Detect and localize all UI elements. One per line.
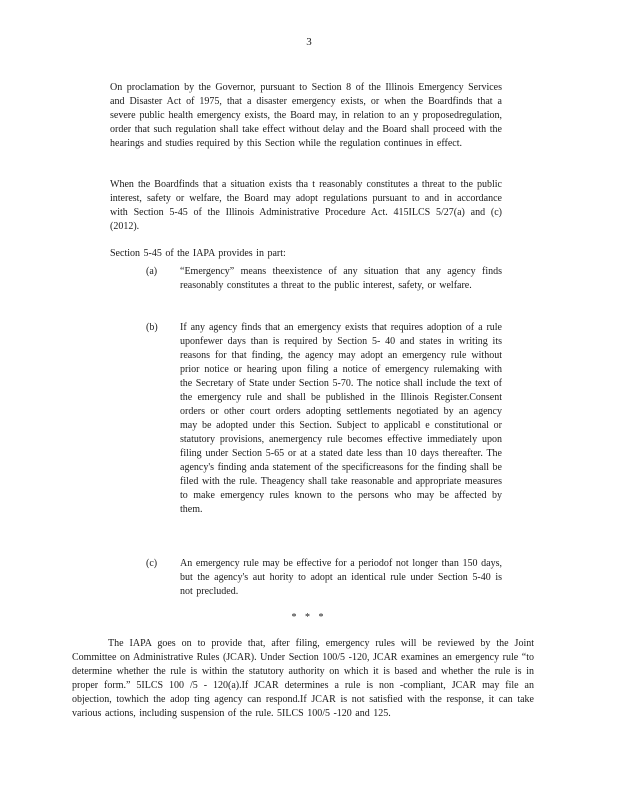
- item-text: An emergency rule may be effective for a periodof not longer than 150 days, but the agency's aut hority to adopt an identical rule under Section 5-40 is not precluded.: [180, 558, 502, 597]
- paragraph-board-findings: When the Boardfinds that a situation exists tha t reasonably constitutes a threat to the public interest, safety or welfare, the Board may adopt regulations pursuant to and in accordance with Section 5-45 of the Illinois Administrative Procedure Act. 415ILCS 5/27(a) and (c) (2012).: [110, 179, 502, 232]
- quoted-item-b: [110, 321, 510, 546]
- item-marker: (a): [146, 266, 158, 277]
- page-number: 3: [306, 36, 312, 48]
- paragraph-iapa-intro: Section 5-45 of the IAPA provides in part:: [110, 248, 286, 259]
- section-separator: * * *: [291, 612, 327, 623]
- item-marker: (b): [146, 322, 158, 333]
- paragraph-jcar-review: The IAPA goes on to provide that, after filing, emergency rules will be reviewed by the Joint Committee on Administrative Rules (JCAR). Under Section 100/5 -120, JCAR examines an emergency rule “to determine whether the rule is within the statutory authority on which it is based and whether the rule is in proper form.” 5ILCS 100 /5 - 120(a).If JCAR determines a rule is non -compliant, JCAR may file an objection, towhich the adop ting agency can respond.If JCAR is not satisfied with the response, it can take various actions, including suspension of the rule. 5ILCS 100/5 -120 and 125.: [72, 638, 534, 719]
- item-text: If any agency finds that an emergency exists that requires adoption of a rule uponfewer days than is required by Section 5- 40 and states in writing its reasons for that finding, the agency may adopt an emergency rule without prior notice or hearing upon filing a notice of emergency rulemaking with the Secretary of State under Section 5-70. The notice shall include the text of the emergency rule and shall be published in the Illinois Register.Consent orders or other court orders adopting settlements negotiated by an agency may be adopted under this Section. Subject to applicabl e constitutional or statutory provisions, anemergency rule becomes effective immediately upon filing under Section 5-65 or at a stated date less than 10 days thereafter. The agency's finding anda statement of the specificreasons for the finding shall be filed with the rule. Theagency shall take reasonable and appropriate measures to make emergency rules known to the persons who may be affected by them.: [180, 322, 502, 515]
- item-text: “Emergency” means theexistence of any situation that any agency finds reasonably constitutes a threat to the public interest, safety, or welfare.: [180, 266, 502, 291]
- paragraph-governor-proclamation: On proclamation by the Governor, pursuant to Section 8 of the Illinois Emergency Services and Disaster Act of 1975, that a disaster emergency exists, or when the Boardfinds that a severe public health emergency exists, the Board may, in relation to an y proposedregulation, order that such regulation shall take effect without delay and the Board shall proceed with the hearings and studies required by this Section while the regulation continues in effect.: [110, 82, 502, 149]
- item-marker: (c): [146, 558, 158, 569]
- quoted-item-c: [110, 557, 510, 602]
- quoted-item-a: [110, 265, 510, 310]
